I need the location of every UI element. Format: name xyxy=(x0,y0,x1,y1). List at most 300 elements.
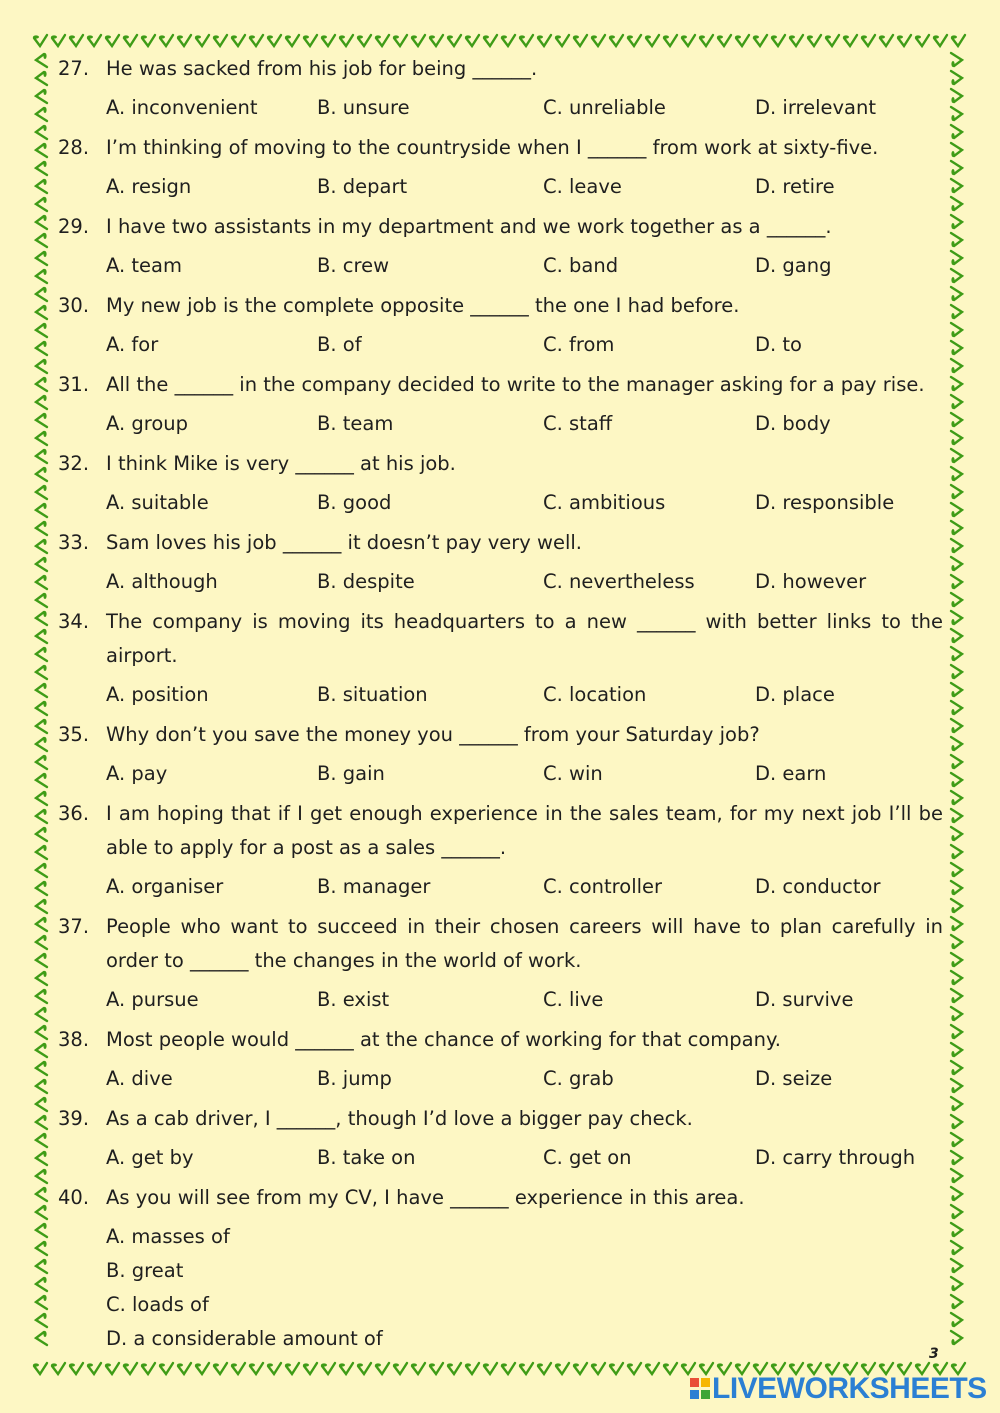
leaf-ornament xyxy=(555,1363,569,1374)
leaf-ornament xyxy=(627,1363,641,1374)
leaf-ornament xyxy=(213,35,227,46)
leaf-ornament xyxy=(36,1313,47,1327)
leaf-ornament xyxy=(36,269,47,283)
leaf-ornament xyxy=(951,251,962,265)
answer-option: D. carry through xyxy=(755,1146,916,1169)
leaf-ornament xyxy=(951,467,962,481)
leaf-ornament xyxy=(249,35,263,46)
leaf-ornament xyxy=(951,449,962,463)
answer-option: D. earn xyxy=(755,762,827,785)
page-number: 3 xyxy=(929,1346,939,1362)
leaf-ornament xyxy=(537,1363,551,1374)
leaf-ornament xyxy=(357,1363,371,1374)
question-32 xyxy=(58,447,943,520)
question-text: Sam loves his job ______ it doesn’t pay very well. xyxy=(106,531,582,554)
leaf-ornament xyxy=(951,845,962,859)
leaf-ornament xyxy=(951,89,962,103)
answer-option: C. from xyxy=(543,333,615,356)
leaf-ornament xyxy=(213,1363,227,1374)
answer-option: C. staff xyxy=(543,412,613,435)
answer-option: A. resign xyxy=(106,175,192,198)
leaf-ornament xyxy=(285,1363,299,1374)
leaf-ornament xyxy=(36,485,47,499)
answer-option: C. leave xyxy=(543,175,622,198)
leaf-ornament xyxy=(951,1097,962,1111)
leaf-ornament xyxy=(951,593,962,607)
leaf-ornament xyxy=(951,431,962,445)
answer-option: D. place xyxy=(755,683,835,706)
answer-option: C. live xyxy=(543,988,604,1011)
answer-option: B. great xyxy=(106,1259,184,1282)
leaf-ornament xyxy=(609,35,623,46)
leaf-ornament xyxy=(36,53,47,67)
leaf-ornament xyxy=(447,1363,461,1374)
answer-option: C. nevertheless xyxy=(543,570,695,593)
answer-option: B. gain xyxy=(317,762,385,785)
leaf-ornament xyxy=(951,1079,962,1093)
answer-option: B. despite xyxy=(317,570,415,593)
question-35 xyxy=(58,718,943,791)
leaf-ornament xyxy=(36,449,47,463)
leaf-ornament xyxy=(447,35,461,46)
leaf-ornament xyxy=(951,377,962,391)
liveworksheets-logo-icon xyxy=(690,1376,712,1402)
leaf-ornament xyxy=(951,1241,962,1255)
leaf-ornament xyxy=(951,197,962,211)
question-28 xyxy=(58,131,943,204)
leaf-ornament xyxy=(36,773,47,787)
question-text: Most people would ______ at the chance of working for that company. xyxy=(106,1028,781,1051)
question-number: 32. xyxy=(58,452,90,475)
leaf-ornament xyxy=(951,755,962,769)
leaf-ornament xyxy=(36,125,47,139)
leaf-ornament xyxy=(36,881,47,895)
question-text: As you will see from my CV, I have ______ experience in this area. xyxy=(106,1186,745,1209)
leaf-ornament xyxy=(36,1241,47,1255)
leaf-ornament xyxy=(36,899,47,913)
leaf-ornament xyxy=(36,1097,47,1111)
leaf-ornament xyxy=(951,683,962,697)
answer-option: B. take on xyxy=(317,1146,416,1169)
leaf-ornament xyxy=(951,575,962,589)
question-text: The company is moving its headquarters to a new ______ with better links to the airport. xyxy=(106,610,943,667)
answer-option: B. good xyxy=(317,491,392,514)
leaf-ornament xyxy=(339,35,353,46)
leaf-ornament xyxy=(951,1007,962,1021)
answer-option: B. manager xyxy=(317,875,431,898)
leaf-ornament xyxy=(681,35,695,46)
question-number: 28. xyxy=(58,136,90,159)
leaf-ornament xyxy=(195,35,209,46)
leaf-ornament xyxy=(177,35,191,46)
leaf-ornament xyxy=(825,35,839,46)
leaf-ornament xyxy=(465,1363,479,1374)
leaf-ornament xyxy=(951,305,962,319)
answer-options xyxy=(58,91,943,125)
leaf-ornament xyxy=(951,1133,962,1147)
leaf-ornament xyxy=(573,35,587,46)
leaf-ornament xyxy=(105,1363,119,1374)
leaf-ornament xyxy=(609,1363,623,1374)
leaf-ornament xyxy=(951,737,962,751)
question-text: As a cab driver, I ______, though I’d love a bigger pay check. xyxy=(106,1107,693,1130)
leaf-ornament xyxy=(573,1363,587,1374)
leaf-ornament xyxy=(69,1363,83,1374)
leaf-ornament xyxy=(36,1205,47,1219)
leaf-ornament xyxy=(393,1363,407,1374)
answer-options xyxy=(58,678,943,712)
leaf-ornament xyxy=(36,467,47,481)
answer-option: A. dive xyxy=(106,1067,173,1090)
answer-option: B. unsure xyxy=(317,96,410,119)
answer-option: C. loads of xyxy=(106,1293,209,1316)
leaf-ornament xyxy=(36,359,47,373)
question-number: 35. xyxy=(58,723,90,746)
question-number: 29. xyxy=(58,215,90,238)
leaf-ornament xyxy=(36,1151,47,1165)
answer-option: D. seize xyxy=(755,1067,833,1090)
leaf-ornament xyxy=(267,1363,281,1374)
leaf-ornament xyxy=(951,413,962,427)
leaf-ornament xyxy=(861,35,875,46)
leaf-ornament xyxy=(36,1223,47,1237)
leaf-ornament xyxy=(951,125,962,139)
leaf-ornament xyxy=(375,35,389,46)
leaf-ornament xyxy=(951,359,962,373)
leaf-ornament xyxy=(483,35,497,46)
question-number: 30. xyxy=(58,294,90,317)
leaf-ornament xyxy=(36,539,47,553)
leaf-ornament xyxy=(951,791,962,805)
leaf-ornament xyxy=(36,791,47,805)
answer-option: B. situation xyxy=(317,683,428,706)
answer-options xyxy=(58,328,943,362)
leaf-ornament xyxy=(879,35,893,46)
leaf-ornament xyxy=(36,179,47,193)
question-number: 36. xyxy=(58,802,90,825)
leaf-ornament xyxy=(951,161,962,175)
question-31 xyxy=(58,368,943,441)
leaf-ornament xyxy=(36,647,47,661)
question-number: 27. xyxy=(58,57,90,80)
answer-options xyxy=(58,565,943,599)
leaf-ornament xyxy=(36,251,47,265)
answer-option: C. unreliable xyxy=(543,96,666,119)
leaf-ornament xyxy=(36,143,47,157)
leaf-ornament xyxy=(36,1061,47,1075)
leaf-ornament xyxy=(645,35,659,46)
leaf-ornament xyxy=(951,1115,962,1129)
answer-option: D. conductor xyxy=(755,875,881,898)
leaf-ornament xyxy=(483,1363,497,1374)
watermark-text: LIVEWORKSHEETS xyxy=(712,1372,987,1405)
leaf-ornament xyxy=(951,71,962,85)
leaf-ornament xyxy=(36,683,47,697)
answer-option: B. crew xyxy=(317,254,390,277)
answer-option: B. depart xyxy=(317,175,408,198)
leaf-ornament xyxy=(249,1363,263,1374)
leaf-ornament xyxy=(51,1363,65,1374)
answer-option: A. get by xyxy=(106,1146,194,1169)
leaf-ornament xyxy=(951,539,962,553)
answer-option: A. for xyxy=(106,333,159,356)
leaf-ornament xyxy=(501,1363,515,1374)
leaf-ornament xyxy=(465,35,479,46)
leaf-ornament xyxy=(36,1277,47,1291)
question-text: I’m thinking of moving to the countryside when I ______ from work at sixty-five. xyxy=(106,136,879,159)
answer-option: C. band xyxy=(543,254,619,277)
leaf-ornament xyxy=(303,1363,317,1374)
leaf-ornament xyxy=(36,809,47,823)
leaf-ornament xyxy=(36,107,47,121)
answer-option: D. irrelevant xyxy=(755,96,876,119)
question-text: He was sacked from his job for being ______. xyxy=(106,57,538,80)
leaf-ornament xyxy=(36,1025,47,1039)
question-number: 33. xyxy=(58,531,90,554)
leaf-ornament xyxy=(36,215,47,229)
leaf-ornament xyxy=(36,935,47,949)
leaf-ornament xyxy=(36,611,47,625)
leaf-ornament xyxy=(36,1169,47,1183)
answer-option: A. masses of xyxy=(106,1225,230,1248)
answer-options xyxy=(58,870,943,904)
leaf-ornament xyxy=(555,35,569,46)
leaf-ornament xyxy=(951,233,962,247)
leaf-ornament xyxy=(663,35,677,46)
leaf-ornament xyxy=(36,161,47,175)
leaf-ornament xyxy=(36,827,47,841)
leaf-ornament xyxy=(33,35,47,46)
leaf-ornament xyxy=(951,341,962,355)
question-text: People who want to succeed in their chosen careers will have to plan carefully in order to ______ the changes in the world of work. xyxy=(106,915,943,972)
leaf-ornament xyxy=(36,287,47,301)
liveworksheets-watermark xyxy=(690,1372,987,1406)
leaf-ornament xyxy=(36,305,47,319)
leaf-ornament xyxy=(951,215,962,229)
leaf-ornament xyxy=(36,71,47,85)
leaf-ornament xyxy=(231,1363,245,1374)
leaf-ornament xyxy=(645,1363,659,1374)
question-40 xyxy=(58,1181,943,1356)
leaf-ornament xyxy=(36,917,47,931)
leaf-ornament xyxy=(519,35,533,46)
question-text: I think Mike is very ______ at his job. xyxy=(106,452,456,475)
leaf-ornament xyxy=(36,233,47,247)
leaf-ornament xyxy=(771,35,785,46)
leaf-ornament xyxy=(36,755,47,769)
leaf-ornament xyxy=(951,863,962,877)
leaf-ornament xyxy=(537,35,551,46)
answer-options xyxy=(58,407,943,441)
leaf-ornament xyxy=(36,341,47,355)
leaf-ornament xyxy=(753,35,767,46)
leaf-ornament xyxy=(951,395,962,409)
answer-option: B. team xyxy=(317,412,394,435)
leaf-ornament xyxy=(285,35,299,46)
question-37 xyxy=(58,910,943,1017)
leaf-ornament xyxy=(321,35,335,46)
leaf-ornament xyxy=(951,1223,962,1237)
leaf-ornament xyxy=(699,35,713,46)
leaf-ornament xyxy=(36,1115,47,1129)
question-36 xyxy=(58,797,943,904)
leaf-ornament xyxy=(951,179,962,193)
leaf-ornament xyxy=(933,35,947,46)
leaf-ornament xyxy=(717,35,731,46)
leaf-ornament xyxy=(591,1363,605,1374)
leaf-ornament xyxy=(951,917,962,931)
leaf-ornament xyxy=(321,1363,335,1374)
leaf-ornament xyxy=(627,35,641,46)
answer-option: B. of xyxy=(317,333,362,356)
leaf-ornament xyxy=(951,935,962,949)
leaf-ornament xyxy=(951,1259,962,1273)
leaf-ornament xyxy=(36,413,47,427)
leaf-ornament xyxy=(951,989,962,1003)
leaf-ornament xyxy=(951,521,962,535)
leaf-ornament xyxy=(951,629,962,643)
leaf-ornament xyxy=(36,971,47,985)
question-39 xyxy=(58,1102,943,1175)
leaf-ornament xyxy=(36,953,47,967)
leaf-ornament xyxy=(951,665,962,679)
answer-option: D. responsible xyxy=(755,491,895,514)
question-text: I am hoping that if I get enough experience in the sales team, for my next job I’ll be able to apply for a post as a sales ______. xyxy=(106,802,943,859)
leaf-ornament xyxy=(951,1043,962,1057)
answer-options xyxy=(58,983,943,1017)
leaf-ornament xyxy=(429,35,443,46)
answer-option: C. controller xyxy=(543,875,663,898)
leaf-ornament xyxy=(519,1363,533,1374)
question-number: 39. xyxy=(58,1107,90,1130)
answer-option: D. body xyxy=(755,412,831,435)
leaf-ornament xyxy=(951,881,962,895)
answer-option: D. however xyxy=(755,570,867,593)
question-29 xyxy=(58,210,943,283)
question-38 xyxy=(58,1023,943,1096)
answer-option: C. grab xyxy=(543,1067,614,1090)
leaf-ornament xyxy=(951,1169,962,1183)
answer-option: D. a considerable amount of xyxy=(106,1327,383,1350)
answer-options xyxy=(58,249,943,283)
leaf-ornament xyxy=(735,35,749,46)
leaf-ornament xyxy=(951,1205,962,1219)
leaf-ornament xyxy=(36,665,47,679)
leaf-ornament xyxy=(36,1007,47,1021)
leaf-ornament xyxy=(231,35,245,46)
answer-option: D. to xyxy=(755,333,802,356)
leaf-ornament xyxy=(951,107,962,121)
leaf-ornament xyxy=(951,611,962,625)
leaf-ornament xyxy=(951,503,962,517)
leaf-ornament xyxy=(843,35,857,46)
leaf-ornament xyxy=(36,1259,47,1273)
question-number: 34. xyxy=(58,610,90,633)
answer-option: C. get on xyxy=(543,1146,632,1169)
leaf-ornament xyxy=(393,35,407,46)
answer-option: A. pursue xyxy=(106,988,199,1011)
leaf-ornament xyxy=(36,989,47,1003)
leaf-ornament xyxy=(267,35,281,46)
leaf-ornament xyxy=(339,1363,353,1374)
answer-option: B. exist xyxy=(317,988,390,1011)
leaf-ornament xyxy=(105,35,119,46)
leaf-ornament xyxy=(357,35,371,46)
question-27 xyxy=(58,52,943,125)
leaf-ornament xyxy=(501,35,515,46)
leaf-ornament xyxy=(375,1363,389,1374)
leaf-ornament xyxy=(36,701,47,715)
question-number: 31. xyxy=(58,373,90,396)
answer-option: A. organiser xyxy=(106,875,224,898)
leaf-ornament xyxy=(591,35,605,46)
answer-option: A. position xyxy=(106,683,209,706)
leaf-ornament xyxy=(951,971,962,985)
question-text: Why don’t you save the money you ______ from your Saturday job? xyxy=(106,723,760,746)
answer-option: D. gang xyxy=(755,254,832,277)
answer-options xyxy=(58,170,943,204)
leaf-ornament xyxy=(36,1295,47,1309)
leaf-ornament xyxy=(36,593,47,607)
leaf-ornament xyxy=(897,35,911,46)
question-text: My new job is the complete opposite ______ the one I had before. xyxy=(106,294,740,317)
leaf-ornament xyxy=(36,377,47,391)
answer-options xyxy=(58,1062,943,1096)
leaf-ornament xyxy=(36,737,47,751)
leaf-ornament xyxy=(36,863,47,877)
leaf-ornament xyxy=(807,35,821,46)
leaf-ornament xyxy=(951,827,962,841)
leaf-ornament xyxy=(951,485,962,499)
leaf-ornament xyxy=(36,89,47,103)
leaf-ornament xyxy=(36,557,47,571)
leaf-ornament xyxy=(36,1187,47,1201)
question-list xyxy=(58,52,943,1362)
question-number: 40. xyxy=(58,1186,90,1209)
leaf-ornament xyxy=(951,287,962,301)
question-number: 38. xyxy=(58,1028,90,1051)
leaf-ornament xyxy=(951,53,962,67)
leaf-ornament xyxy=(159,35,173,46)
leaf-ornament xyxy=(951,35,965,46)
leaf-ornament xyxy=(36,719,47,733)
leaf-ornament xyxy=(951,1061,962,1075)
answer-option: A. pay xyxy=(106,762,168,785)
leaf-ornament xyxy=(69,35,83,46)
leaf-ornament xyxy=(951,953,962,967)
leaf-ornament xyxy=(951,773,962,787)
answer-options xyxy=(58,486,943,520)
question-text: I have two assistants in my department and we work together as a ______. xyxy=(106,215,832,238)
leaf-ornament xyxy=(951,701,962,715)
leaf-ornament xyxy=(951,719,962,733)
leaf-ornament xyxy=(429,1363,443,1374)
leaf-ornament xyxy=(951,1331,962,1345)
leaf-ornament xyxy=(951,809,962,823)
leaf-ornament xyxy=(36,323,47,337)
leaf-ornament xyxy=(36,521,47,535)
leaf-ornament xyxy=(951,1025,962,1039)
leaf-ornament xyxy=(36,845,47,859)
leaf-ornament xyxy=(951,1187,962,1201)
leaf-ornament xyxy=(36,1331,47,1345)
leaf-ornament xyxy=(36,1079,47,1093)
leaf-ornament xyxy=(123,1363,137,1374)
answer-options xyxy=(58,1220,943,1356)
leaf-ornament xyxy=(123,35,137,46)
leaf-ornament xyxy=(915,35,929,46)
answer-options xyxy=(58,1141,943,1175)
